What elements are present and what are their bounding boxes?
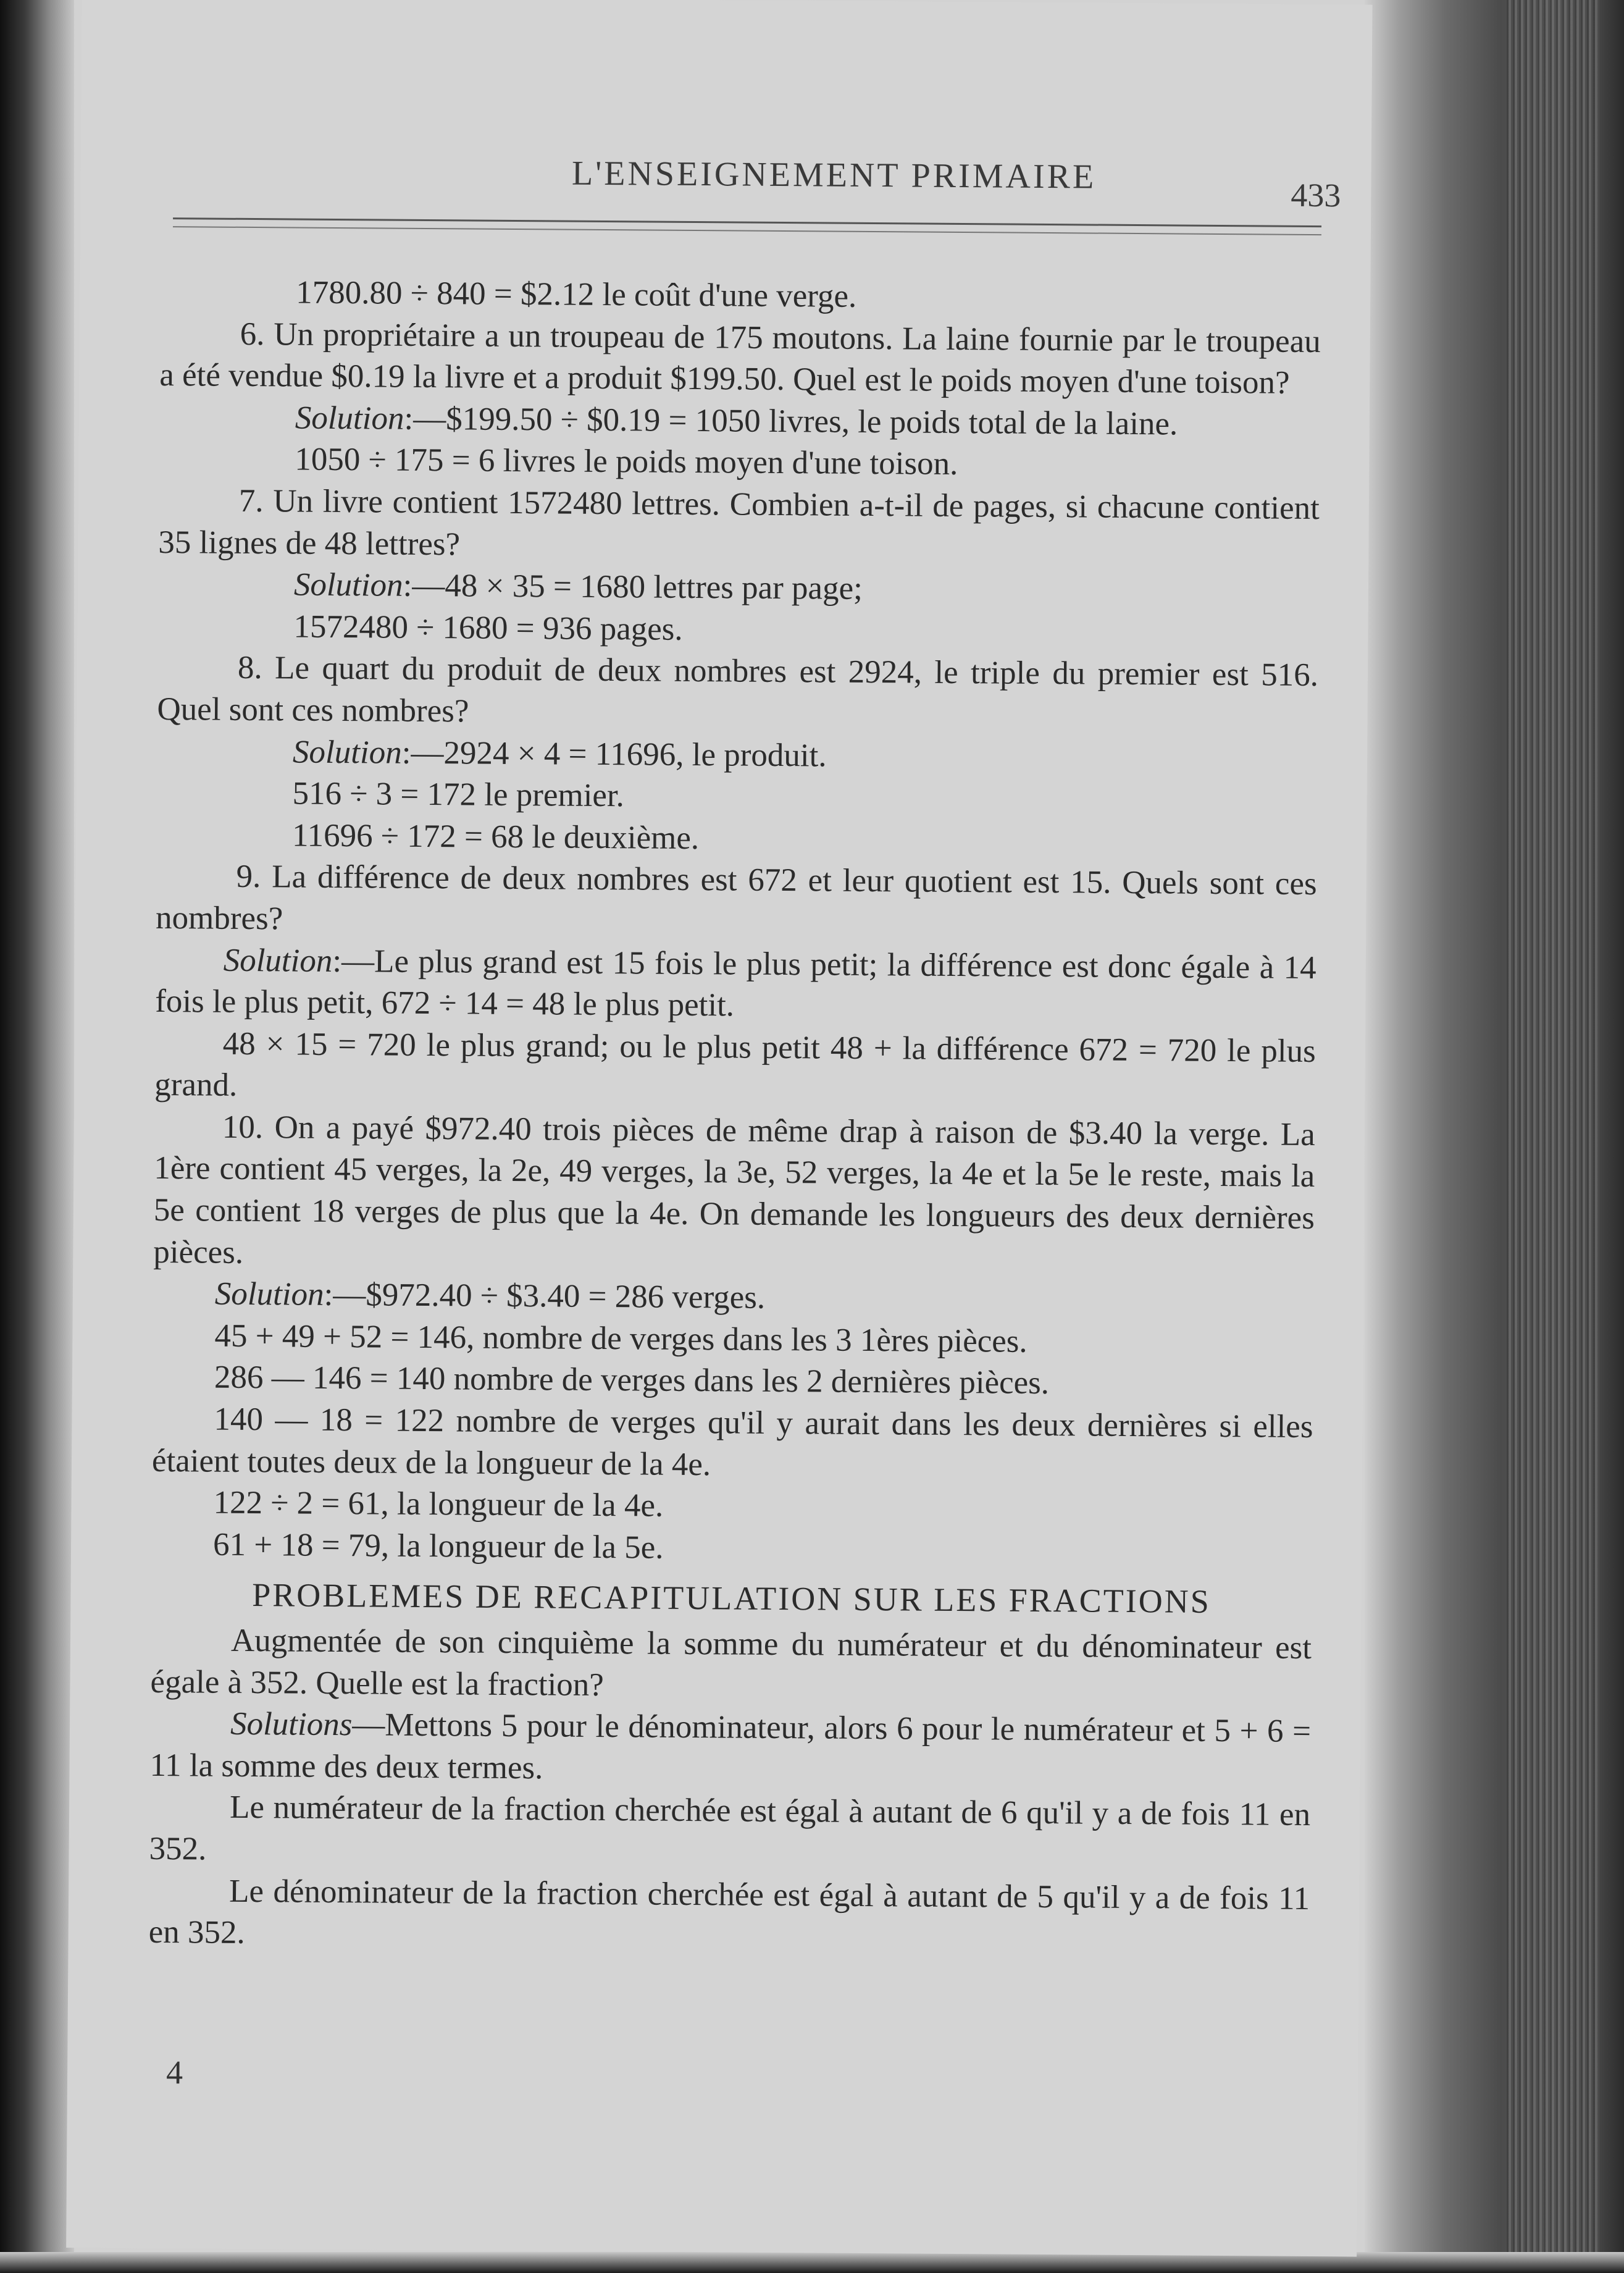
header-rule-thin: [173, 226, 1321, 235]
solution-text: :—Le plus grand est 15 fois le plus petit; la différence est donc égale à 14 fois le plus petit, 672 ÷ 14 = 48 le plus petit.: [155, 943, 1316, 1023]
solution-label: Solution: [223, 942, 333, 979]
problem-8: 8. Le quart du produit de deux nombres est 2924, le triple du premier est 516. Quel sont ces nombres?: [157, 650, 1319, 729]
recap-problem: Augmentée de son cinquième la somme du numérateur et du dénominateur est égale à 352. Quelle est la fraction?: [150, 1622, 1312, 1703]
book-edge-bottom: [0, 2252, 1624, 2273]
running-title: L'ENSEIGNEMENT PRIMAIRE: [571, 154, 1097, 196]
solution-label: Solution: [214, 1275, 324, 1313]
page-header: [80, 150, 1371, 214]
header-rule: [173, 217, 1321, 227]
signature-mark: 4: [165, 2054, 183, 2091]
solution-label: Solution: [295, 400, 404, 437]
problem-9: 9. La différence de deux nombres est 672 et leur quotient est 15. Quels sont ces nombres?: [155, 859, 1317, 937]
text-line: 1050 ÷ 175 = 6 livres le poids moyen d'une toison.: [295, 441, 958, 482]
solution-label: Solutions: [230, 1705, 353, 1743]
text-line: 1572480 ÷ 1680 = 936 pages.: [293, 608, 683, 647]
solution-line: [149, 1703, 1311, 1794]
text-line: 61 + 18 = 79, la longueur de la 5e.: [212, 1526, 664, 1566]
problem-10: 10. On a payé $972.40 trois pièces de même drap à raison de $3.40 la verge. La 1ère contient 45 verges, la 2e, 49 verges, la 3e, 52 verges, la 4e et la 5e le reste, mais la 5e contient 18 verges de plus que la 4e. On demande les longueurs des deux dernières pièces.: [153, 1109, 1315, 1271]
solution-text: :—$972.40 ÷ $3.40 = 286 verges.: [324, 1277, 766, 1316]
text-line: 11696 ÷ 172 = 68 le deuxième.: [291, 817, 700, 856]
solution-line: [155, 939, 1316, 1030]
book-page: [66, 0, 1372, 2257]
text-line: 45 + 49 + 52 = 146, nombre de verges dans les 3 1ères pièces.: [214, 1317, 1028, 1359]
book-gutter-left: [0, 0, 74, 2273]
text-line: Le dénominateur de la fraction cherchée est égal à autant de 5 qu'il y a de fois 11 en 352.: [148, 1873, 1310, 1951]
solution-line: [158, 563, 1319, 613]
page-body: [148, 271, 1321, 1962]
solution-label: Solution: [293, 566, 403, 603]
text-line: 286 — 146 = 140 nombre de verges dans les 2 dernières pièces.: [214, 1359, 1050, 1401]
text-line: 122 ÷ 2 = 61, la longueur de la 4e.: [213, 1484, 664, 1524]
text-line: Le numérateur de la fraction cherchée est égal à autant de 6 qu'il y a de fois 11 en 352.: [149, 1789, 1311, 1867]
problem-6: 6. Un propriétaire a un troupeau de 175 moutons. La laine fournie par le troupeau a été vendue $0.19 la livre et a produit $199.50. Quel est le poids moyen d'une toison?: [159, 316, 1321, 401]
text-line: 1780.80 ÷ 840 = $2.12 le coût d'une verge.: [296, 274, 857, 314]
solution-line: [153, 1273, 1314, 1323]
solution-text: :—$199.50 ÷ $0.19 = 1050 livres, le poids total de la laine.: [404, 400, 1178, 442]
problem-7: 7. Un livre contient 1572480 lettres. Combien a-t-il de pages, si chacune contient 35 lignes de 48 lettres?: [158, 482, 1320, 562]
section-title: PROBLEMES DE RECAPITULATION SUR LES FRACTIONS: [251, 1576, 1212, 1621]
text-line: 516 ÷ 3 = 172 le premier.: [292, 775, 625, 814]
book-page-edges-right: [1365, 0, 1624, 2273]
solution-text: :—2924 × 4 = 11696, le produit.: [401, 734, 827, 774]
solution-text: —Mettons 5 pour le dénominateur, alors 6 pour le numérateur et 5 + 6 = 11 la somme des deux termes.: [149, 1707, 1312, 1786]
text-line: 48 × 15 = 720 le plus grand; ou le plus petit 48 + la différence 672 = 720 le plus grand.: [154, 1025, 1316, 1104]
page-number: 433: [1291, 176, 1341, 214]
solution-text: :—48 × 35 = 1680 lettres par page;: [403, 567, 863, 607]
solution-label: Solution: [292, 734, 402, 771]
text-line: 140 — 18 = 122 nombre de verges qu'il y aurait dans les deux dernières si elles étaient toutes deux de la longueur de la 4e.: [151, 1401, 1313, 1482]
